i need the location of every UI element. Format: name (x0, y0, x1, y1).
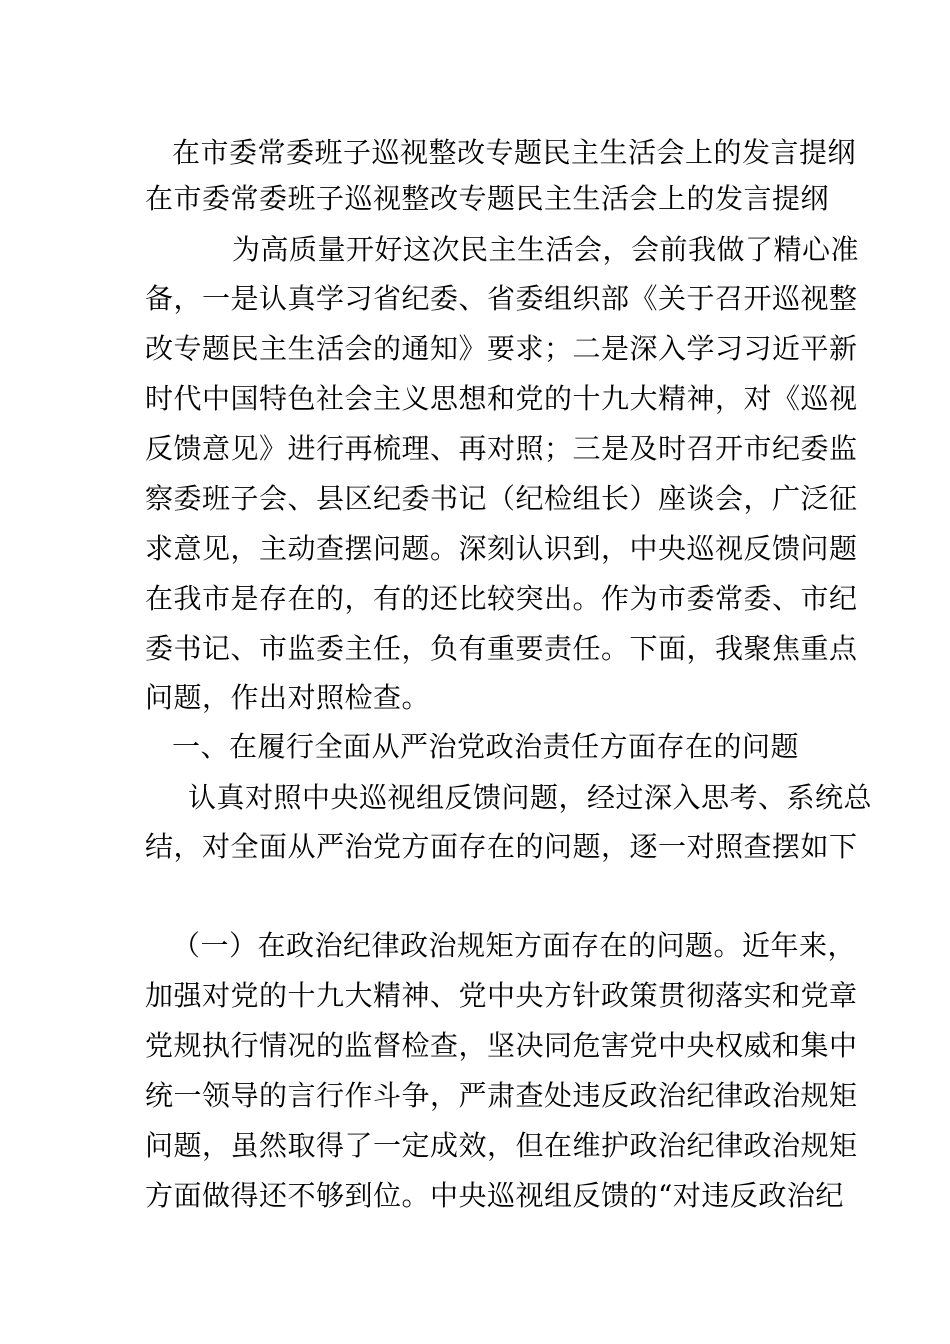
intro-line: 察委班子会、县区纪委书记（纪检组长）座谈会，广泛征 (145, 482, 858, 515)
intro-line: 为高质量开好这次民主生活会，会前我做了精心准 (232, 233, 860, 266)
document-title-repeat: 在市委常委班子巡视整改专题民主生活会上的发言提纲 (145, 182, 830, 215)
intro-line: 问题，作出对照检查。 (145, 681, 431, 714)
subsection-line: 问题，虽然取得了一定成效，但在维护政治纪律政治规矩 (145, 1129, 858, 1162)
subsection-line: 加强对党的十九大精神、党中央方针政策贯彻落实和党章 (145, 979, 858, 1012)
subsection-line: 党规执行情况的监督检查，坚决同危害党中央权威和集中 (145, 1029, 858, 1062)
intro-line: 备，一是认真学习省纪委、省委组织部《关于召开巡视整 (145, 282, 858, 315)
subsection-line: （一）在政治纪律政治规矩方面存在的问题。近年来， (172, 929, 857, 962)
section-heading: 一、在履行全面从严治党政治责任方面存在的问题 (172, 730, 800, 763)
intro-line: 求意见，主动查摆问题。深刻认识到，中央巡视反馈问题 (145, 532, 858, 565)
subsection-line: 方面做得还不够到位。中央巡视组反馈的“对违反政治纪 (145, 1179, 844, 1212)
section-intro-line: 认真对照中央巡视组反馈问题，经过深入思考、系统总 (188, 781, 873, 814)
intro-line: 改专题民主生活会的通知》要求；二是深入学习习近平新 (145, 332, 858, 365)
intro-line: 委书记、市监委主任，负有重要责任。下面，我聚焦重点 (145, 632, 858, 665)
subsection-line: 统一领导的言行作斗争，严肃查处违反政治纪律政治规矩 (145, 1079, 858, 1112)
document-title: 在市委常委班子巡视整改专题民主生活会上的发言提纲 (172, 136, 857, 169)
section-intro-line: 结，对全面从严治党方面存在的问题，逐一对照查摆如下 (145, 830, 858, 863)
intro-line: 时代中国特色社会主义思想和党的十九大精神，对《巡视 (145, 382, 858, 415)
intro-line: 在我市是存在的，有的还比较突出。作为市委常委、市纪 (145, 582, 858, 615)
intro-line: 反馈意见》进行再梳理、再对照；三是及时召开市纪委监 (145, 432, 858, 465)
